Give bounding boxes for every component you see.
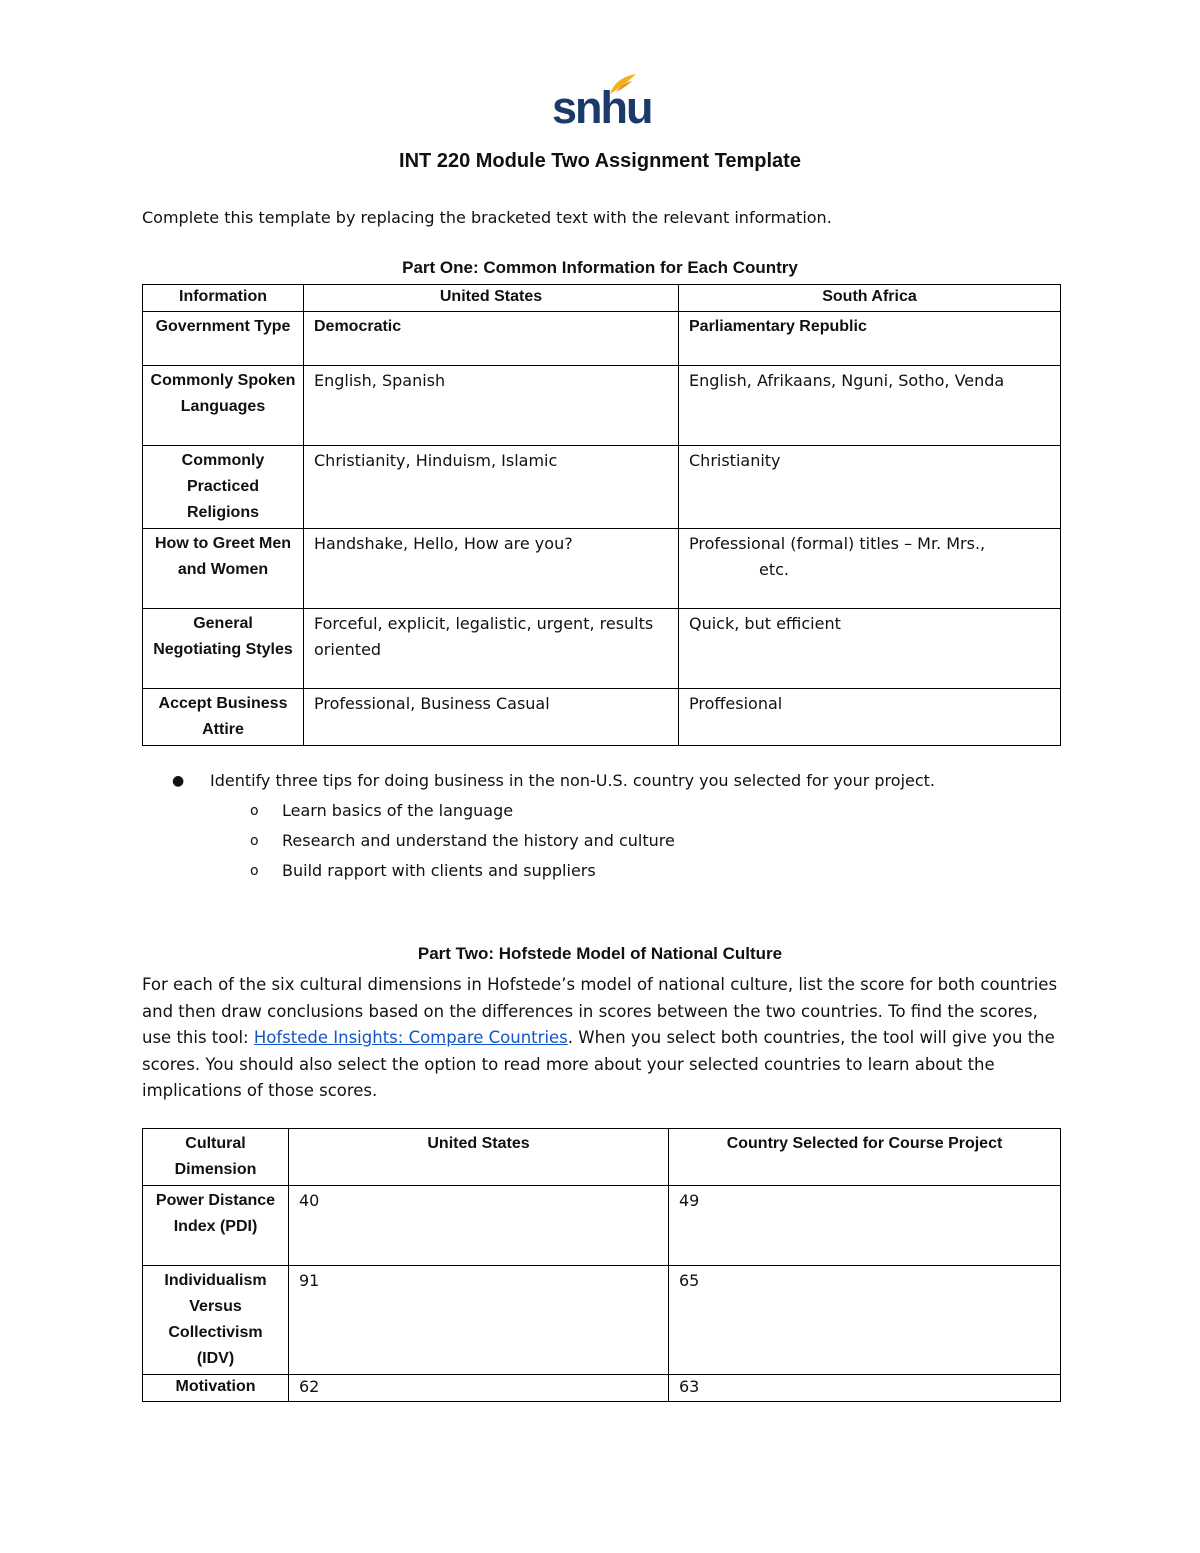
bullet-text: Identify three tips for doing business in the non-U.S. country you selected for your project. (210, 771, 936, 790)
cell-us: 62 (289, 1375, 669, 1402)
instructions-text: For each of the six cultural dimensions in Hofstede’s model of national culture, list the score for both countries and then draw conclusions based on the differences in scores between the two countries. To find the scores, use this tool: (142, 975, 1058, 1047)
tip-text: Learn basics of the language (282, 801, 514, 820)
column-header: South Africa (679, 285, 1061, 312)
row-label: Power Distance Index (PDI) (143, 1186, 289, 1266)
common-information-table (142, 284, 1061, 746)
table-row (143, 689, 1061, 746)
table-row (143, 1186, 1061, 1266)
circle-bullet-icon: o (250, 803, 259, 819)
row-label: Commonly Spoken Languages (143, 366, 304, 446)
cell-us: English, Spanish (304, 366, 679, 446)
hofstede-table (142, 1128, 1061, 1402)
part-one-heading: Part One: Common Information for Each Country (402, 258, 798, 277)
row-label: Motivation (143, 1375, 289, 1402)
table-row (143, 1266, 1061, 1375)
cell-us: Handshake, Hello, How are you? (304, 529, 679, 609)
part-two-heading: Part Two: Hofstede Model of National Culture (417, 944, 783, 963)
circle-bullet-icon: o (250, 863, 259, 879)
cell-other: 65 (669, 1266, 1061, 1375)
table-header-row (143, 285, 1061, 312)
cell-us: Professional, Business Casual (304, 689, 679, 746)
table-row (143, 366, 1061, 446)
cell-sa-line: Professional (formal) titles – Mr. Mrs., (689, 534, 986, 553)
row-label: General Negotiating Styles (143, 609, 304, 689)
cell-sa-line: etc. (759, 560, 789, 579)
row-label: Individualism Versus Collectivism (IDV) (143, 1266, 289, 1375)
cell-sa: Parliamentary Republic (679, 312, 1061, 366)
table-header-row (143, 1129, 1061, 1186)
cell-sa (679, 529, 1061, 609)
row-label: How to Greet Men and Women (143, 529, 304, 609)
cell-sa: Proffesional (679, 689, 1061, 746)
cell-other: 63 (669, 1375, 1061, 1402)
row-label: Government Type (143, 312, 304, 366)
tip-text: Research and understand the history and culture (282, 831, 675, 850)
tip-text: Build rapport with clients and suppliers (282, 861, 596, 880)
cell-other: 49 (669, 1186, 1061, 1266)
row-label: Accept Business Attire (143, 689, 304, 746)
column-header: Country Selected for Course Project (669, 1129, 1061, 1186)
snhu-logo (552, 70, 652, 136)
row-label: Commonly Practiced Religions (143, 446, 304, 529)
bullet-icon: ● (172, 773, 185, 789)
table-row (143, 1375, 1061, 1402)
logo-wordmark: snhu (552, 82, 652, 133)
cell-us: Christianity, Hinduism, Islamic (304, 446, 679, 529)
cell-us: Democratic (304, 312, 679, 366)
circle-bullet-icon: o (250, 833, 259, 849)
page-title: INT 220 Module Two Assignment Template (399, 150, 801, 172)
instructions-text: Complete this template by replacing the bracketed text with the relevant information. (142, 208, 832, 227)
hofstede-compare-link[interactable]: Hofstede Insights: Compare Countries (253, 1028, 568, 1047)
cell-us: 40 (289, 1186, 669, 1266)
cell-us: 91 (289, 1266, 669, 1375)
table-row (143, 529, 1061, 609)
column-header: Information (143, 285, 304, 312)
table-row (143, 312, 1061, 366)
table-row (143, 609, 1061, 689)
part-two-instructions (142, 972, 1067, 1105)
column-header: United States (304, 285, 679, 312)
cell-sa: English, Afrikaans, Nguni, Sotho, Venda (679, 366, 1061, 446)
column-header: Cultural Dimension (143, 1129, 289, 1186)
table-row (143, 446, 1061, 529)
cell-us: Forceful, explicit, legalistic, urgent, results oriented (304, 609, 679, 689)
column-header: United States (289, 1129, 669, 1186)
cell-sa: Christianity (679, 446, 1061, 529)
cell-sa: Quick, but efficient (679, 609, 1061, 689)
instructions-text: . When you select both countries, the tool will give you the scores. You should also select the option to read more about your selected countries to learn about the implications of those scores. (142, 1028, 1055, 1100)
